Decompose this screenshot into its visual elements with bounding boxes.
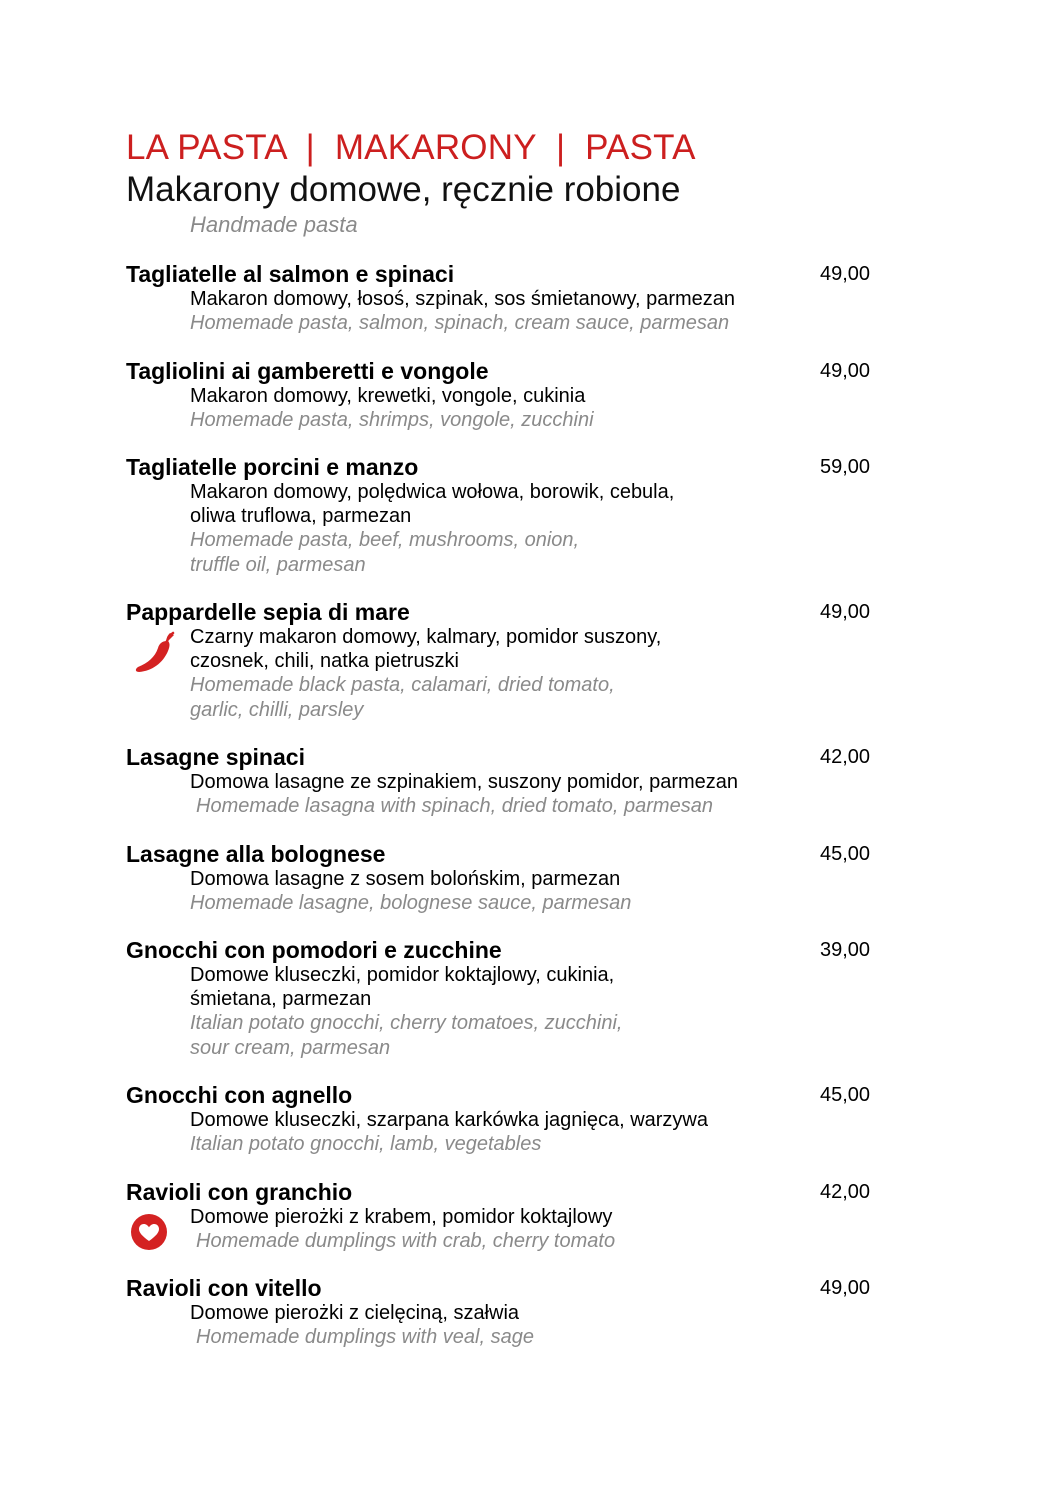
item-name: Tagliatelle porcini e manzo	[126, 454, 419, 480]
menu-item	[126, 599, 886, 722]
menu-item	[126, 358, 886, 433]
item-price: 49,00	[820, 601, 871, 623]
item-name: Ravioli con vitello	[126, 1275, 322, 1301]
item-name: Pappardelle sepia di mare	[126, 599, 410, 625]
item-name: Tagliatelle al salmon e spinaci	[126, 261, 455, 287]
item-name: Lasagne alla bolognese	[126, 840, 386, 867]
item-description-english: Italian potato gnocchi, cherry tomatoes, zucchini, sour cream, parmesan	[190, 1012, 623, 1059]
item-description-english: Homemade pasta, salmon, spinach, cream sauce, parmesan	[190, 312, 730, 334]
item-price: 42,00	[820, 746, 871, 768]
item-price: 49,00	[820, 263, 871, 285]
menu-item	[126, 744, 886, 819]
item-description-english: Homemade pasta, shrimps, vongole, zucchini	[190, 408, 594, 431]
menu-item	[126, 1179, 886, 1254]
item-description: Domowe kluseczki, szarpana karkówka jagnięca, warzywa	[190, 1109, 708, 1131]
item-description-english: Homemade dumplings with veal, sage	[196, 1326, 534, 1348]
heart-icon	[130, 1213, 168, 1251]
item-description-english: Homemade pasta, beef, mushrooms, onion, truffle oil, parmesan	[190, 529, 580, 576]
page-subtitle-english: Handmade pasta	[190, 212, 358, 237]
item-name: Tagliolini ai gamberetti e vongole	[126, 357, 489, 384]
item-description-english: Homemade lasagna with spinach, dried tomato, parmesan	[196, 795, 713, 817]
item-price: 39,00	[820, 939, 871, 961]
item-name: Ravioli con granchio	[126, 1178, 353, 1205]
item-price: 42,00	[820, 1180, 871, 1203]
menu-item	[126, 937, 886, 1060]
menu-item	[126, 841, 886, 916]
item-name: Gnocchi con pomodori e zucchine	[126, 937, 502, 963]
menu-item	[126, 1275, 886, 1350]
menu-item	[126, 261, 886, 336]
item-description: Domowe pierożki z cielęciną, szałwia	[190, 1302, 520, 1324]
item-description-english: Homemade lasagne, bolognese sauce, parmesan	[190, 891, 632, 914]
page-title: LA PASTA | MAKARONY | PASTA	[126, 128, 696, 167]
item-description: Makaron domowy, polędwica wołowa, borowik, cebula, oliwa truflowa, parmezan	[190, 481, 675, 527]
item-description: Makaron domowy, łosoś, szpinak, sos śmietanowy, parmezan	[190, 288, 736, 310]
item-name: Gnocchi con agnello	[126, 1082, 353, 1108]
item-description: Czarny makaron domowy, kalmary, pomidor suszony, czosnek, chili, natka pietruszki	[190, 626, 662, 672]
item-description-english: Italian potato gnocchi, lamb, vegetables	[190, 1133, 542, 1155]
item-description: Makaron domowy, krewetki, vongole, cukinia	[190, 384, 586, 407]
menu-items-list	[126, 261, 886, 1372]
item-description: Domowe kluseczki, pomidor koktajlowy, cukinia, śmietana, parmezan	[190, 964, 615, 1010]
item-price: 49,00	[820, 359, 871, 382]
item-description: Domowa lasagne ze szpinakiem, suszony pomidor, parmezan	[190, 771, 739, 793]
item-description-english: Homemade dumplings with crab, cherry tomato	[196, 1229, 616, 1252]
item-description: Domowe pierożki z krabem, pomidor koktajlowy	[190, 1205, 613, 1228]
item-name: Lasagne spinaci	[126, 744, 305, 770]
menu-item	[126, 454, 886, 577]
chili-pepper-icon	[130, 629, 178, 675]
item-price: 59,00	[820, 456, 871, 478]
item-description: Domowa lasagne z sosem bolońskim, parmezan	[190, 867, 621, 890]
menu-item	[126, 1082, 886, 1157]
item-price: 49,00	[820, 1277, 871, 1299]
item-price: 45,00	[820, 1084, 871, 1106]
item-price: 45,00	[820, 842, 871, 865]
item-description-english: Homemade black pasta, calamari, dried tomato, garlic, chilli, parsley	[190, 674, 615, 721]
page-subtitle: Makarony domowe, ręcznie robione	[126, 170, 681, 209]
